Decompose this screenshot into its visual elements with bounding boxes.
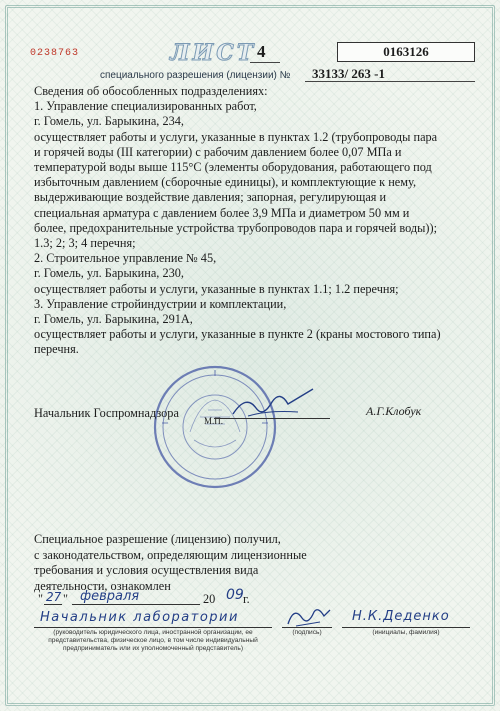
body-line: 3. Управление стройиндустрии и комплектации,	[34, 296, 287, 311]
date-day-underline	[44, 604, 62, 605]
license-number: 33133/ 263 -1	[312, 66, 385, 81]
sheet-number: 4	[257, 42, 266, 61]
stamp-place-label: М.П.	[204, 416, 224, 426]
date-year-prefix: 20	[203, 592, 216, 606]
body-line: Сведения об обособленных подразделениях:	[34, 84, 268, 98]
date-month-underline	[72, 604, 200, 605]
body-line: осуществляет работы и услуги, указанные в пунктах 1.2 (трубопроводы пара	[34, 129, 438, 144]
body-line: 1. Управление специализированных работ,	[34, 99, 257, 114]
position-underline	[34, 627, 272, 628]
body-line: перечня.	[34, 342, 79, 357]
position-handwritten: Начальник лаборатории	[40, 610, 239, 625]
license-subtitle: специального разрешения (лицензии) №	[100, 70, 291, 81]
body-line: температурой воды выше 115°С (элементы оборудования, работающего под	[34, 160, 432, 175]
body-line: г. Гомель, ул. Барыкина, 230,	[34, 266, 184, 281]
sheet-title: ЛИСТ	[170, 40, 257, 66]
license-number-underline	[305, 81, 475, 82]
body-line: специальная арматура с давлением более 3,9 МПа и диаметром 50 мм и	[34, 205, 410, 220]
recipient-signature-underline	[282, 627, 332, 628]
document-number: 0163126	[337, 42, 475, 62]
position-caption: (руководитель юридического лица, иностранной организации, ее представительства, физическое лицо, в том числе индивидуальный предприниматель или их уполномоченный представитель)	[48, 629, 258, 652]
body-line: 2. Строительное управление № 45,	[34, 251, 217, 266]
signatory-role: Начальник Госпромнадзора	[34, 406, 179, 420]
body-line: осуществляет работы и услуги, указанные в пункте 2 (краны мостового типа)	[34, 327, 441, 342]
signature-caption: (подпись)	[292, 629, 322, 636]
recipient-name-handwritten: Н.К.Деденко	[352, 609, 450, 624]
date-year-end: г.	[243, 592, 250, 606]
handwritten-signature	[228, 384, 318, 424]
date-month: февраля	[80, 589, 140, 604]
body-line: более, предохранительные устройства трубопроводов пара и горячей воды));	[34, 220, 438, 235]
subdivisions-text	[34, 84, 474, 358]
date-day: 27	[46, 590, 62, 604]
signatory-name: А.Г.Клобук	[366, 404, 422, 418]
body-line: г. Гомель, ул. Барыкина, 291А,	[34, 312, 193, 327]
body-line: г. Гомель, ул. Барыкина, 234,	[34, 114, 184, 129]
ack-line: требования и условия осуществления вида	[34, 563, 259, 578]
body-line: 1.3; 2; 3; 4 перечня;	[34, 236, 136, 251]
date-open-quote: "	[38, 592, 44, 606]
official-seal	[150, 362, 280, 492]
body-line: и горячей воды (III категории) с рабочим давлением более 0,07 МПа и	[34, 144, 402, 159]
ack-line: Специальное разрешение (лицензию) получил,	[34, 532, 281, 546]
recipient-name-underline	[342, 627, 470, 628]
body-line: избыточным давлением (сборочные единицы), и комплектующие к нему,	[34, 175, 417, 190]
body-line: выдерживающие воздействие давления; запорная, регулирующая и	[34, 190, 387, 205]
name-caption: (инициалы, фамилия)	[372, 629, 440, 636]
date-year-suffix: 09	[226, 587, 244, 603]
body-line: осуществляет работы и услуги, указанные в пунктах 1.1; 1.2 перечня;	[34, 281, 399, 296]
acknowledgement-text	[34, 532, 474, 594]
date-close-quote: "	[63, 592, 69, 606]
ack-line: с законодательством, определяющим лицензионные	[34, 547, 307, 562]
sheet-number-underline	[250, 62, 280, 63]
serial-number: 0238763	[30, 48, 80, 59]
ack-line: деятельности, ознакомлен	[34, 578, 171, 593]
